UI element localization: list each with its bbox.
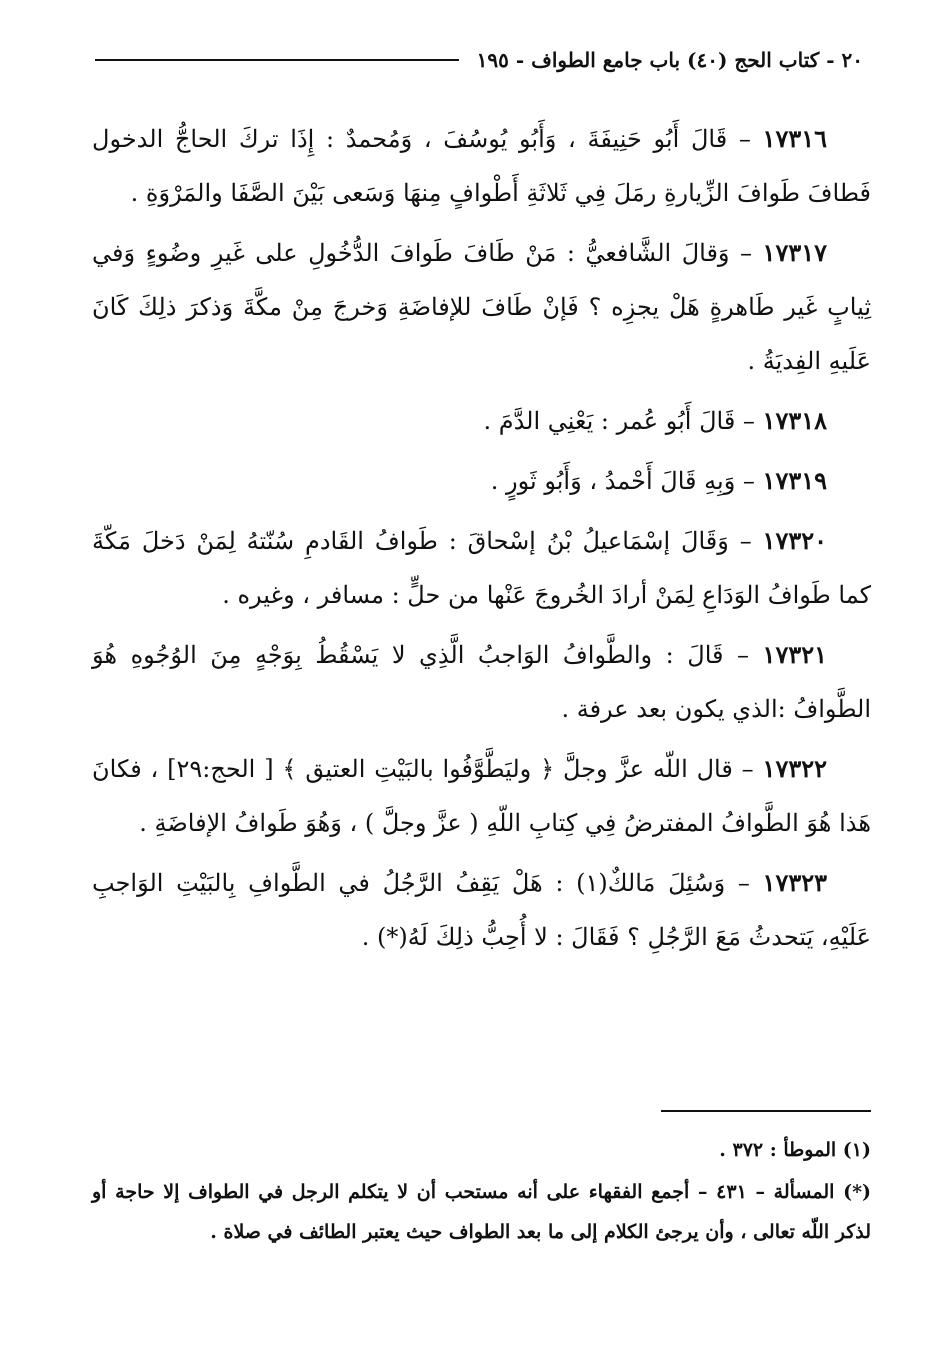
footnote: (*) المسألة – ٤٣١ – أجمع الفقهاء على أنه مستحب أن لا يتكلم الرجل في الطواف إلا حاجة أو لذكر اللّه تعالى ، وأن يرجئ الكلام إلى ما بعد الطواف حيث يعتبر الطائف في صلاة . [92, 1181, 871, 1243]
paragraph-text: – وَقَالَ إسْمَاعيلُ بْنُ إسْحاقَ : طَوافُ القَادمِ سُنّتهُ لِمَنْ دَخلَ مَكّةَ كما طَوافُ الوَدَاعِ لِمَنْ أرادَ الخُروجَ عَنْها من حلٍّ : مسافر ، وغيره . [92, 527, 871, 609]
paragraph [92, 628, 871, 736]
header-rule [95, 59, 459, 61]
footnotes [92, 1130, 871, 1254]
paragraph-text: – قَالَ : والطَّوافُ الوَاجبُ الَّذِي لا يَسْقُطُ بِوَجْهٍ مِنَ الوُجُوهِ هُوَ الطَّوافُ :الذي يكون بعد عرفة . [92, 641, 871, 723]
paragraph-number: ١٧٣٢٣ [762, 868, 827, 897]
paragraph-number: ١٧٣١٨ [762, 406, 827, 435]
paragraph [92, 394, 871, 448]
paragraph-number: ١٧٣٢٠ [762, 526, 827, 555]
paragraph [92, 514, 871, 622]
header-title: ٢٠ - كتاب الحج (٤٠) باب جامع الطواف - ١٩٥ [476, 48, 863, 72]
paragraph-number: ١٧٣١٦ [762, 124, 827, 153]
footnote-separator [661, 1110, 871, 1112]
paragraph-number: ١٧٣١٩ [762, 466, 827, 495]
paragraph-text: – قال اللّه عزَّ وجلَّ ﴿ وليَطَّوَّفُوا بالبَيْتِ العتيق ﴾ [ الحج:٢٩] ، فكانَ هَذا هُوَ الطَّوافُ المفترضُ فِي كِتابِ اللّهِ ( عزَّ وجلَّ ) ، وَهُوَ طَوافُ الإفاضَةِ . [92, 755, 871, 837]
paragraph-text: – وَسُئِلَ مَالكٌ(١) : هَلْ يَقِفُ الرَّجُلُ في الطَّوافِ بِالبَيْتِ الوَاجبِ عَلَيْهِ، يَتحدثُ مَعَ الرَّجُلِ ؟ فَقَالَ : لا أُحِبُّ ذلِكَ لَهُ(*) . [92, 869, 871, 951]
paragraph-number: ١٧٣٢١ [762, 640, 827, 669]
paragraph-number: ١٧٣١٧ [762, 238, 827, 267]
paragraph [92, 226, 871, 388]
paragraph-number: ١٧٣٢٢ [762, 754, 827, 783]
paragraph-text: – وَقالَ الشَّافعيُّ : مَنْ طَافَ طَوافَ الدُّخُولِ على غَيرِ وضُوءٍ وَفي ثِيابٍ غَير طَاهرةٍ هَلْ يجزِه ؟ فَإنْ طَافَ للإفاضَةِ وَخرجَ مِنْ مكَّةَ وَذكرَ ذلِكَ كَانَ عَلَيهِ الفِديَةُ . [92, 239, 871, 375]
paragraph-text: – وَبِهِ قَالَ أَحْمدُ ، وَأَبُو ثَورٍ . [490, 467, 763, 495]
main-text [92, 112, 871, 970]
paragraph-text: – قَالَ أَبُو عُمر : يَعْنِي الدَّمَ . [483, 407, 763, 435]
paragraph [92, 742, 871, 850]
paragraph-text: – قَالَ أَبُو حَنِيفَةَ ، وَأَبُو يُوسُفَ ، وَمُحمدٌ : إِذَا تركَ الحاجُّ الدخول فَطافَ طَوافَ الزِّيارةِ رمَلَ فِي ثَلاثَةِ أَطْوافٍ مِنهَا وَسَعى بَيْنَ الصَّفَا والمَرْوَةِ . [92, 125, 871, 207]
paragraph [92, 454, 871, 508]
footnote: (١) الموطأ : ٣٧٢ . [719, 1139, 871, 1161]
running-header [95, 40, 863, 80]
paragraph [92, 112, 871, 220]
paragraph [92, 856, 871, 964]
